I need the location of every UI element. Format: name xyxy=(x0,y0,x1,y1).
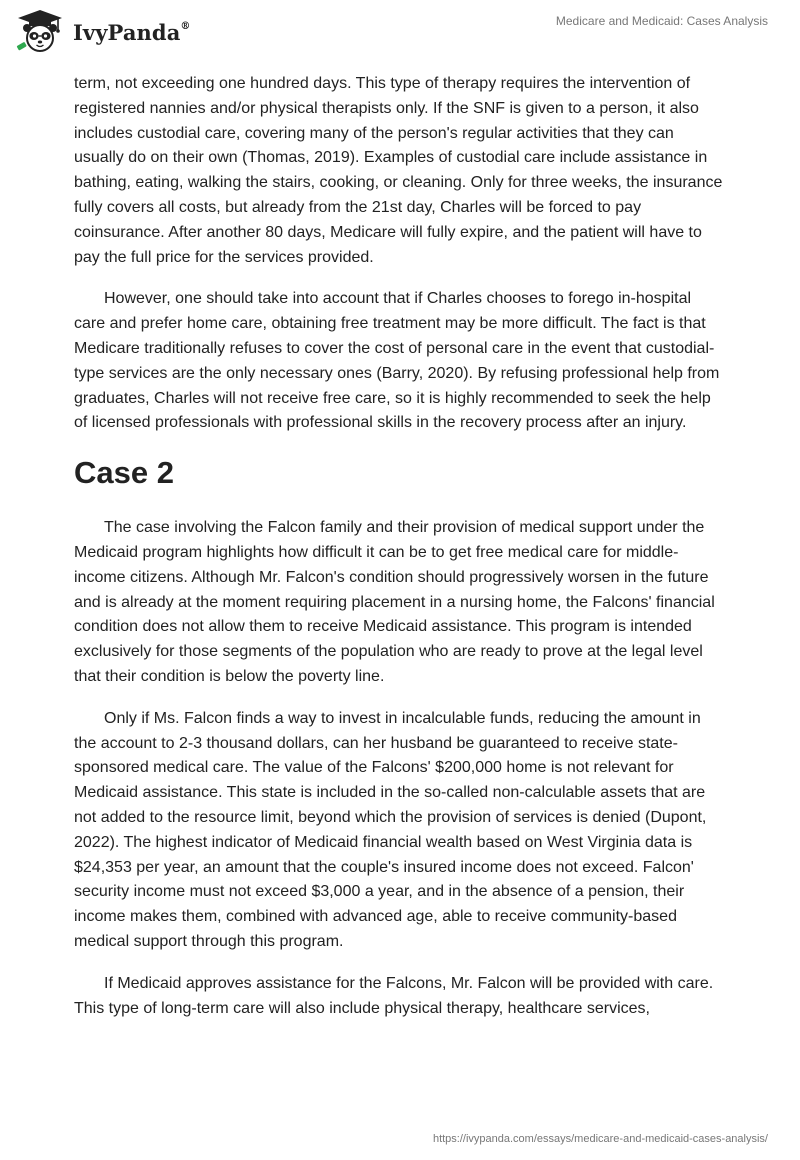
paragraph: However, one should take into account that if Charles chooses to forego in-hospital care and prefer home care, obtaining free treatment may be more difficult. The fact is that Medicare traditionally refuses to cover the cost of personal care in the event that custodial-type services are the only necessary ones (Barry, 2020). By refusing professional help from graduates, Charles will not receive free care, so it is highly recommended to seek the help of licensed professionals with professional skills in the recovery process after an injury. xyxy=(74,290,720,432)
source-url[interactable]: https://ivypanda.com/essays/medicare-and-medicaid-cases-analysis/ xyxy=(432,1133,768,1145)
paragraph: If Medicaid approves assistance for the Falcons, Mr. Falcon will be provided with care. This type of long-term care will also include physical therapy, healthcare services, xyxy=(74,974,714,1017)
section-heading: Case 2 xyxy=(74,455,174,491)
brand-name: IvyPanda® xyxy=(73,19,191,45)
article-body xyxy=(74,72,726,1038)
paragraph: The case involving the Falcon family and their provision of medical support under the Medicaid program highlights how difficult it can be to get free medical care for middle-income citizens. Although Mr. Falcon's condition should progressively worsen in the future and is already at the moment requiring placement in a nursing home, the Falcons' financial condition does not allow them to receive Medicaid assistance. This program is intended exclusively for those segments of the population who are ready to prove at the legal level that their condition is below the poverty line. xyxy=(74,519,715,685)
brand-logo[interactable] xyxy=(14,8,191,54)
panda-graduate-icon xyxy=(14,8,66,54)
paragraph: term, not exceeding one hundred days. This type of therapy requires the intervention of registered nannies and/or physical therapists only. If the SNF is given to a person, it also includes custodial care, covering many of the person's regular activities that they can usually do on their own (Thomas, 2019). Examples of custodial care include assistance in bathing, eating, walking the stairs, cooking, or cleaning. Only for three weeks, the insurance fully covers all costs, but already from the 21st day, Charles will be forced to pay coinsurance. After another 80 days, Medicare will fully expire, and the patient will have to pay the full price for the services provided. xyxy=(74,75,723,266)
header-page-title: Medicare and Medicaid: Cases Analysis xyxy=(555,14,768,28)
page-header xyxy=(0,0,800,62)
paragraph: Only if Ms. Falcon finds a way to invest in incalculable funds, reducing the amount in the account to 2-3 thousand dollars, can her husband be guaranteed to receive state-sponsored medical care. The value of the Falcons' $200,000 home is not relevant for Medicaid assistance. This state is included in the so-called non-calculable assets that are not added to the resource limit, beyond which the provision of services is denied (Dupont, 2022). The highest indicator of Medicaid financial wealth based on West Virginia data is $24,353 per year, an amount that the couple's insured income does not exceed. Falcon' security income must not exceed $3,000 a year, and in the absence of a pension, their income makes them, combined with advanced age, able to receive community-based medical support through this program. xyxy=(74,709,707,950)
